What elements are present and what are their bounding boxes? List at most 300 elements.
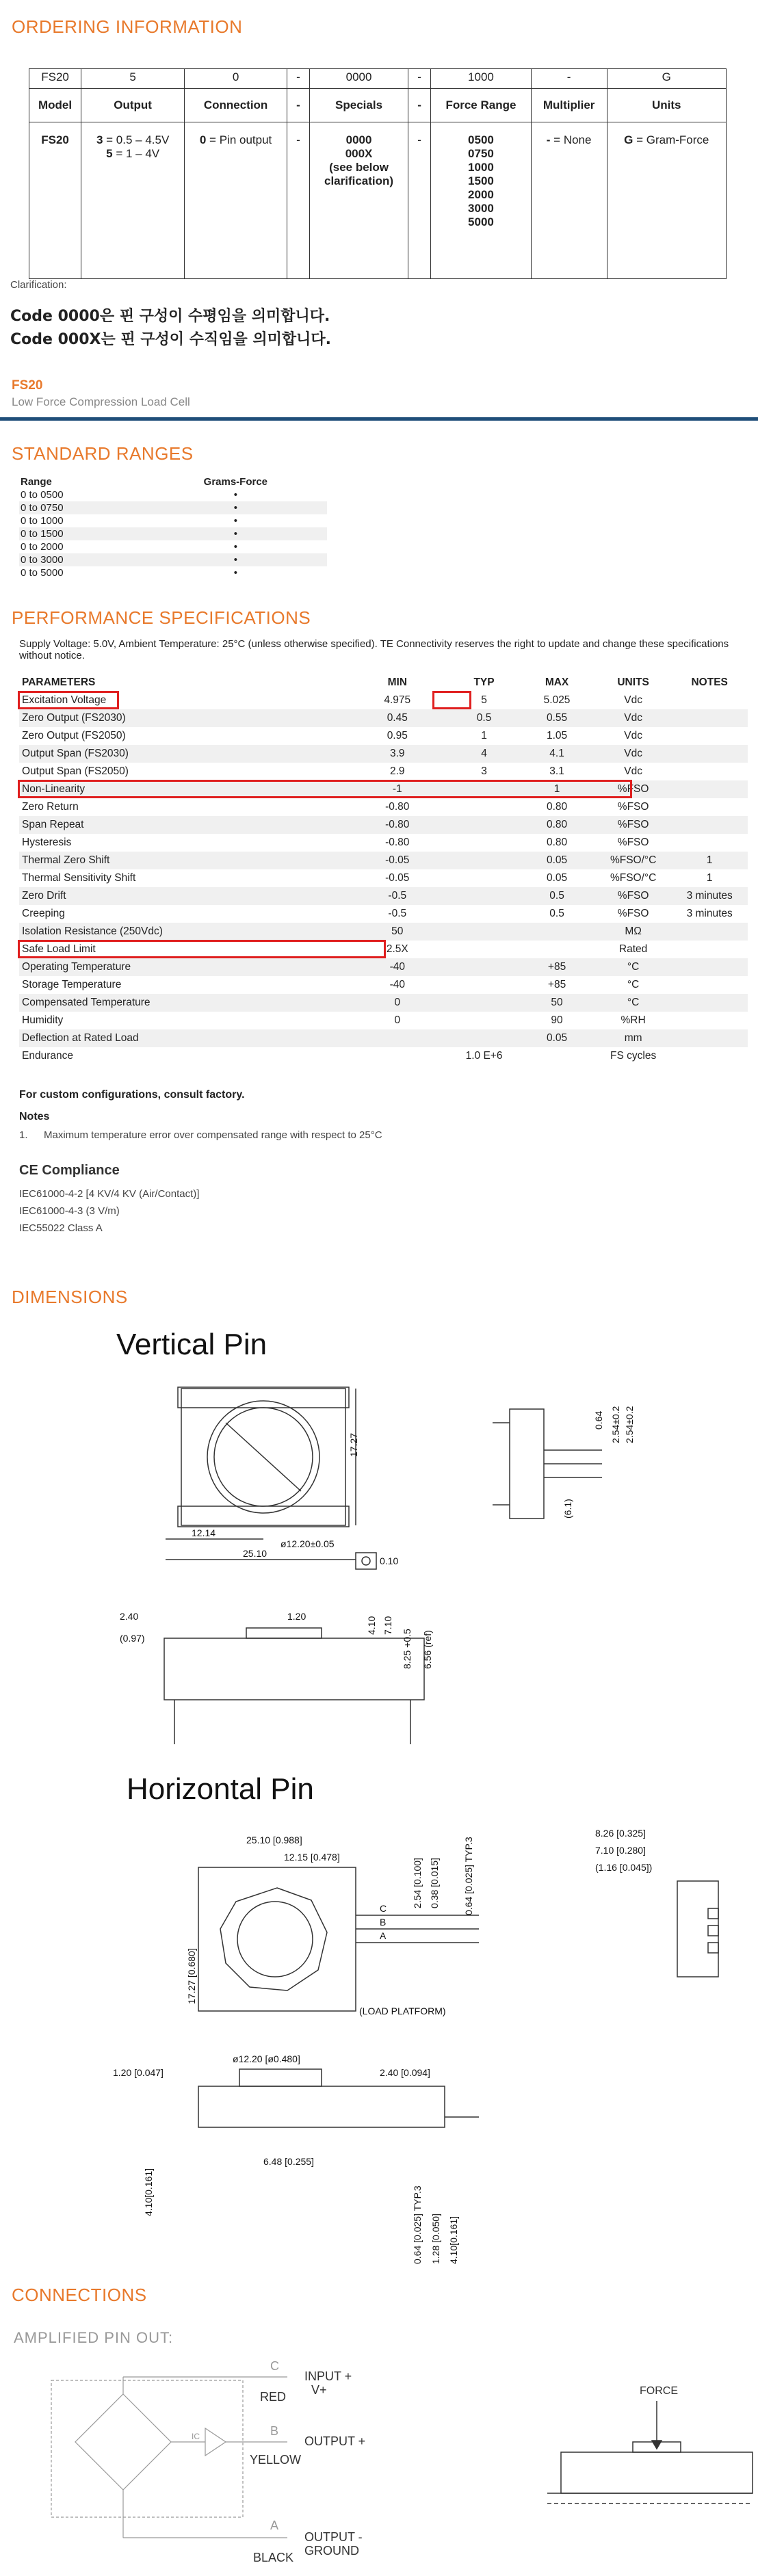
ic-amplifier: [205, 2428, 226, 2456]
perf-value: %FSO: [595, 816, 672, 834]
code-cell: FS20: [29, 69, 81, 89]
perf-value: 5.025: [543, 694, 571, 706]
dim-label: 8.25 +0.5: [402, 1629, 413, 1669]
dim-label: 17.27 [0.680]: [186, 1948, 197, 2004]
perf-value: 2.9: [389, 765, 405, 777]
specials-line: (see below: [329, 161, 389, 174]
code-cell: -: [287, 69, 309, 89]
perf-parameter: Zero Return: [22, 801, 79, 813]
force-value: 0500: [468, 133, 494, 146]
output-val: = 0.5 – 4.5V: [103, 133, 170, 146]
perf-header: [19, 674, 748, 692]
perf-value: 1.05: [546, 730, 568, 741]
dim-label: 8.26 [0.325]: [595, 1828, 646, 1839]
standard-ranges-title: STANDARD RANGES: [12, 443, 194, 464]
model-cell: FS20: [29, 122, 81, 279]
perf-value: %FSO: [595, 887, 672, 905]
output-key: 5: [106, 147, 113, 160]
perf-value: [671, 727, 748, 745]
perf-value: 4: [449, 745, 519, 763]
dimension-drawings: [0, 1313, 758, 2271]
circuit-outline: [51, 2380, 243, 2517]
range-mark: •: [233, 515, 237, 527]
perf-row: [19, 923, 748, 941]
perf-value: 0.80: [546, 837, 568, 848]
perf-row: [19, 994, 748, 1012]
connections-title: CONNECTIONS: [12, 2285, 147, 2305]
perf-value: [671, 1047, 748, 1065]
perf-value: -0.80: [345, 816, 449, 834]
dim-label: 25.10 [0.988]: [246, 1835, 302, 1845]
diameter-line: [226, 1423, 301, 1491]
perf-value: %RH: [620, 1014, 646, 1026]
dim-label: (1.16 [0.045]): [595, 1862, 653, 1873]
force-value: 3000: [468, 202, 494, 215]
perf-value: [449, 869, 519, 887]
supply-note: Supply Voltage: 5.0V, Ambient Temperature: 25°C (unless otherwise specified). TE Connectivity reserves the right to update and change these specifications without notice.: [19, 638, 729, 661]
perf-value: [671, 941, 748, 958]
clarification-line: Code 000X는 핀 구성이 수직임을 의미합니다.: [10, 331, 331, 348]
perf-parameter: Endurance: [22, 1050, 73, 1062]
ce-line: IEC61000-4-2 [4 KV/4 KV (Air/Contact)]: [19, 1188, 200, 1200]
dimensions-title: DIMENSIONS: [12, 1287, 128, 1307]
perf-value: [449, 958, 519, 976]
range-mark: •: [144, 553, 327, 566]
notes-title: Notes: [19, 1111, 50, 1122]
force-value: 1500: [468, 174, 494, 187]
perf-value: Vdc: [624, 765, 642, 777]
pin-function: OUTPUT +: [304, 2434, 366, 2448]
dim-label: (0.97): [120, 1633, 145, 1644]
perf-row: [19, 745, 748, 763]
range-cell: 0 to 2000: [21, 541, 64, 553]
perf-value: 0.55: [519, 709, 595, 727]
perf-value: FS cycles: [610, 1050, 657, 1062]
header-cell: Connection: [185, 89, 287, 122]
dim-label: 7.10: [382, 1616, 393, 1635]
perf-value: °C: [595, 958, 672, 976]
dim-label: 4.10[0.161]: [143, 2168, 154, 2216]
dim-label: 0.10: [380, 1555, 399, 1566]
horizontal-pin-title: Horizontal Pin: [127, 1772, 314, 1806]
perf-value: [449, 905, 519, 923]
perf-value: Vdc: [624, 730, 642, 741]
perf-value: [671, 834, 748, 852]
custom-note: For custom configurations, consult factory.: [19, 1089, 245, 1101]
vertical-body-bottom: [178, 1506, 349, 1527]
perf-row: [19, 798, 748, 816]
perf-row: [19, 727, 748, 745]
code-cell: -: [408, 69, 431, 89]
header-cell: -: [287, 89, 309, 122]
vertical-front-view: [164, 1638, 424, 1700]
perf-header-cell: TYP: [449, 674, 519, 692]
perf-value: -40: [389, 979, 405, 990]
dim-label: 0.64: [593, 1410, 604, 1430]
pin-color: BLACK: [253, 2551, 294, 2564]
force-value: 1000: [468, 161, 494, 174]
perf-parameter: Humidity: [22, 1014, 64, 1026]
specials-cell: [309, 122, 408, 279]
highlight-safe-load: [18, 940, 386, 958]
perf-value: %FSO: [595, 780, 672, 798]
perf-value: [671, 976, 748, 994]
range-cell: 0 to 5000: [21, 567, 64, 579]
load-platform-label: (LOAD PLATFORM): [359, 2006, 446, 2016]
perf-parameter: Storage Temperature: [22, 979, 122, 990]
perf-parameter: Non-Linearity: [19, 780, 345, 798]
perf-row: [19, 692, 748, 709]
range-row: [19, 540, 327, 553]
perf-row: [19, 958, 748, 976]
pin-letter: C: [270, 2359, 279, 2373]
perf-value: [449, 1012, 519, 1029]
perf-parameter: Output Span (FS2050): [22, 765, 129, 777]
perf-value: 0.05: [546, 872, 568, 884]
perf-value: 0.05: [519, 1029, 595, 1047]
pin-label: B: [380, 1917, 387, 1928]
perf-value: [671, 763, 748, 780]
perf-value: [449, 816, 519, 834]
force-label: FORCE: [640, 2385, 678, 2397]
note-number: 1.: [19, 1129, 28, 1141]
vertical-side-view: [510, 1409, 544, 1519]
perf-value: [519, 1047, 595, 1065]
ordering-table: [29, 68, 727, 279]
perf-value: [671, 1012, 748, 1029]
perf-value: [449, 923, 519, 941]
perf-parameter: Thermal Sensitivity Shift: [22, 872, 136, 884]
perf-header-cell: UNITS: [595, 674, 672, 692]
dim-label: 2.40: [120, 1611, 139, 1622]
perf-row: [19, 816, 748, 834]
dim-label: 1.20: [287, 1611, 306, 1622]
multiplier-val: = None: [550, 133, 592, 146]
perf-value: [671, 816, 748, 834]
multiplier-cell: [531, 122, 607, 279]
vertical-pin-title: Vertical Pin: [116, 1328, 267, 1361]
perf-value: 3.1: [549, 765, 564, 777]
perf-row: [19, 869, 748, 887]
range-mark: •: [233, 489, 237, 501]
perf-value: [449, 852, 519, 869]
dash-cell: -: [408, 122, 431, 279]
dim-label: 2.40 [0.094]: [380, 2067, 430, 2078]
perf-header-cell: PARAMETERS: [19, 674, 345, 692]
perf-parameter: Isolation Resistance (250Vdc): [19, 923, 345, 941]
perf-value: %FSO: [617, 801, 649, 813]
perf-value: [671, 780, 748, 798]
dim-label: 12.14: [192, 1527, 216, 1538]
perf-value: [449, 976, 519, 994]
perf-value: [449, 994, 519, 1012]
perf-value: [519, 923, 595, 941]
perf-header-cell: NOTES: [671, 674, 748, 692]
perf-parameter: Zero Output (FS2030): [19, 709, 345, 727]
specials-line: 000X: [345, 147, 373, 160]
perf-value: 0.5: [519, 887, 595, 905]
connection-key: 0: [199, 133, 207, 146]
code-cell: G: [607, 69, 727, 89]
range-row: [19, 514, 327, 527]
perf-value: 3: [481, 765, 487, 777]
perf-value: 0.5: [449, 709, 519, 727]
dim-label: 2.54±0.2: [624, 1406, 635, 1443]
connection-cell: [185, 122, 287, 279]
perf-parameter: Output Span (FS2030): [19, 745, 345, 763]
dim-label: 12.15 [0.478]: [284, 1852, 340, 1863]
force-value: 5000: [468, 215, 494, 228]
perf-value: [671, 745, 748, 763]
perf-parameter: Excitation Voltage: [22, 694, 107, 706]
perf-value: 0.80: [519, 816, 595, 834]
ce-line: IEC55022 Class A: [19, 1222, 103, 1234]
perf-value: 4.1: [519, 745, 595, 763]
perf-value: 0: [345, 994, 449, 1012]
dim-label: 0.64 [0.025] TYP.3: [463, 1837, 474, 1915]
pin-function: INPUT +: [304, 2369, 352, 2383]
range-cell: 0 to 0500: [21, 489, 64, 501]
body-row: [29, 122, 727, 279]
perf-parameter: Zero Output (FS2050): [22, 730, 126, 741]
pin-label: A: [380, 1930, 387, 1941]
perf-value: 4.975: [384, 694, 411, 706]
clarification-line: Code 0000은 핀 구성이 수평임을 의미합니다.: [10, 308, 330, 325]
perf-value: -0.5: [345, 887, 449, 905]
output-key: 3: [96, 133, 103, 146]
perf-value: Vdc: [595, 745, 672, 763]
perf-value: %FSO/°C: [595, 852, 672, 869]
perf-value: °C: [595, 994, 672, 1012]
perf-parameter: Span Repeat: [19, 816, 345, 834]
code-cell: 0: [185, 69, 287, 89]
output-cell: [81, 122, 185, 279]
code-cell: 0000: [309, 69, 408, 89]
perf-row: [19, 709, 748, 727]
perf-value: 5: [481, 694, 487, 706]
perf-row: [19, 1047, 748, 1065]
note-text: Maximum temperature error over compensated range with respect to 25°C: [44, 1129, 382, 1141]
load-cell-section: [561, 2452, 753, 2493]
perf-parameter: Thermal Zero Shift: [19, 852, 345, 869]
header-cell: Units: [607, 89, 727, 122]
perf-parameter: Hysteresis: [22, 837, 72, 848]
perf-parameter: Zero Drift: [19, 887, 345, 905]
perf-value: [449, 798, 519, 816]
header-cell: Force Range: [431, 89, 532, 122]
perf-row: [19, 887, 748, 905]
bridge-circuit: [75, 2394, 171, 2490]
range-cell: 0 to 0750: [19, 501, 144, 514]
range-cell: 0 to 1500: [19, 527, 144, 540]
perf-value: 3 minutes: [671, 887, 748, 905]
perf-value: [449, 834, 519, 852]
dim-label: 4.10: [366, 1616, 377, 1635]
perf-value: 1: [671, 852, 748, 869]
perf-row: [19, 976, 748, 994]
perf-value: 0: [394, 1014, 401, 1026]
dim-label: 0.38 [0.015]: [429, 1858, 440, 1908]
perf-parameter: Safe Load Limit: [22, 943, 96, 955]
perf-value: +85: [519, 958, 595, 976]
dash-cell: -: [287, 122, 309, 279]
force-value: 2000: [468, 188, 494, 201]
perf-value: [449, 887, 519, 905]
header-cell: -: [408, 89, 431, 122]
highlight-excitation: [18, 691, 119, 709]
performance-title: PERFORMANCE SPECIFICATIONS: [12, 607, 311, 628]
horizontal-front-view: [198, 2086, 445, 2127]
perf-value: °C: [627, 979, 640, 990]
force-range-cell: [431, 122, 532, 279]
pin-color: YELLOW: [250, 2453, 302, 2467]
perf-value: -0.5: [388, 908, 407, 919]
perf-row: [19, 852, 748, 869]
perf-value: [671, 709, 748, 727]
range-row: [19, 501, 327, 514]
range-row: [19, 527, 327, 540]
perf-value: -40: [345, 958, 449, 976]
pin-function: OUTPUT -: [304, 2530, 363, 2544]
ordering-title: ORDERING INFORMATION: [12, 16, 243, 37]
perf-header-cell: MAX: [519, 674, 595, 692]
perf-value: 3 minutes: [686, 908, 733, 919]
pin-letter: B: [270, 2424, 279, 2438]
perf-value: -0.80: [385, 801, 410, 813]
perf-value: Rated: [618, 943, 648, 955]
dim-label: 17.27: [348, 1432, 359, 1457]
pin-color: RED: [260, 2390, 287, 2404]
perf-value: [671, 994, 748, 1012]
perf-value: -1: [345, 780, 449, 798]
horizontal-load-platform: [220, 1888, 327, 1990]
ranges-header-cell: Range: [19, 475, 144, 488]
ranges-header: [19, 475, 327, 488]
perf-value: mm: [595, 1029, 672, 1047]
ic-label: IC: [192, 2432, 200, 2441]
perf-row: [19, 763, 748, 780]
perf-value: 0.45: [345, 709, 449, 727]
multiplier-key: -: [546, 133, 551, 146]
perf-row: [19, 834, 748, 852]
dim-label: 25.10: [243, 1548, 267, 1559]
code-cell: -: [531, 69, 607, 89]
dim-label: 2.54 [0.100]: [412, 1858, 423, 1908]
header-cell: Multiplier: [531, 89, 607, 122]
header-cell: Model: [29, 89, 81, 122]
perf-value: 2.5X: [386, 943, 408, 955]
perf-parameter: Compensated Temperature: [19, 994, 345, 1012]
ranges-table: [19, 475, 327, 579]
perf-header-cell: MIN: [345, 674, 449, 692]
perf-parameter: Creeping: [22, 908, 65, 919]
dim-label: 6.56 (ref): [422, 1630, 433, 1669]
perf-value: 1: [481, 730, 487, 741]
force-value: 0750: [468, 147, 494, 160]
product-name: FS20: [12, 378, 43, 393]
pin-label: C: [380, 1903, 387, 1914]
highlight-nonlinearity: [18, 780, 632, 798]
perf-value: [345, 1047, 449, 1065]
connections-diagram: [0, 2312, 758, 2576]
range-row: [19, 488, 327, 501]
code-row: [29, 69, 727, 89]
perf-row: [19, 1029, 748, 1047]
perf-value: -0.80: [385, 837, 410, 848]
range-cell: 0 to 1000: [21, 515, 64, 527]
perf-value: %FSO/°C: [610, 872, 657, 884]
code-cell: 1000: [431, 69, 532, 89]
perf-value: 0.05: [519, 852, 595, 869]
perf-value: 0.80: [546, 801, 568, 813]
perf-value: [345, 1029, 449, 1047]
perf-parameter: Operating Temperature: [19, 958, 345, 976]
dim-label: 0.64 [0.025] TYP.3: [412, 2185, 423, 2264]
perf-value: 0.95: [387, 730, 408, 741]
perf-value: 1: [706, 872, 713, 884]
perf-value: 0.5: [549, 908, 564, 919]
header-row: [29, 89, 727, 122]
perf-value: [519, 941, 595, 958]
ranges-header-cell: Grams-Force: [144, 475, 327, 488]
dim-label: 1.20 [0.047]: [113, 2067, 164, 2078]
perf-value: +85: [547, 979, 566, 990]
perf-value: Vdc: [624, 694, 642, 706]
perf-parameter: Deflection at Rated Load: [19, 1029, 345, 1047]
ce-title: CE Compliance: [19, 1163, 120, 1178]
dim-label: ø12.20 [ø0.480]: [233, 2053, 300, 2064]
range-row: [19, 566, 327, 579]
range-cell: 0 to 3000: [19, 553, 144, 566]
product-subtitle: Low Force Compression Load Cell: [12, 395, 190, 408]
perf-row: [19, 905, 748, 923]
ce-line: IEC61000-4-3 (3 V/m): [19, 1205, 120, 1217]
perf-value: %FSO: [617, 837, 649, 848]
perf-value: 90: [551, 1014, 563, 1026]
perf-value: 3.9: [345, 745, 449, 763]
vertical-body-top: [178, 1387, 349, 1408]
performance-table: [19, 674, 748, 1065]
code-cell: 5: [81, 69, 185, 89]
perf-value: Vdc: [595, 709, 672, 727]
pinout-subtitle: AMPLIFIED PIN OUT:: [14, 2329, 174, 2346]
perf-value: [449, 1029, 519, 1047]
range-mark: •: [144, 501, 327, 514]
perf-value: [671, 692, 748, 709]
header-cell: Output: [81, 89, 185, 122]
perf-value: 50: [519, 994, 595, 1012]
highlight-typ: [432, 691, 471, 709]
dim-label: 1.28 [0.050]: [430, 2213, 441, 2264]
header-cell: Specials: [309, 89, 408, 122]
clarification-label: Clarification:: [10, 279, 67, 291]
range-mark: •: [144, 527, 327, 540]
dim-label: 4.10[0.161]: [448, 2216, 459, 2264]
perf-value: [671, 958, 748, 976]
pin-letter: A: [270, 2519, 279, 2532]
horizontal-side-view: [677, 1881, 718, 1977]
perf-value: [671, 798, 748, 816]
dim-label: (6.1): [562, 1499, 573, 1519]
units-val: = Gram-Force: [633, 133, 709, 146]
output-val: = 1 – 4V: [112, 147, 160, 160]
perf-value: 1.0 E+6: [465, 1050, 503, 1062]
dim-label: 7.10 [0.280]: [595, 1845, 646, 1856]
perf-value: 50: [345, 923, 449, 941]
perf-value: -0.05: [345, 852, 449, 869]
specials-line: 0000: [345, 133, 372, 146]
section-divider: [0, 417, 758, 421]
